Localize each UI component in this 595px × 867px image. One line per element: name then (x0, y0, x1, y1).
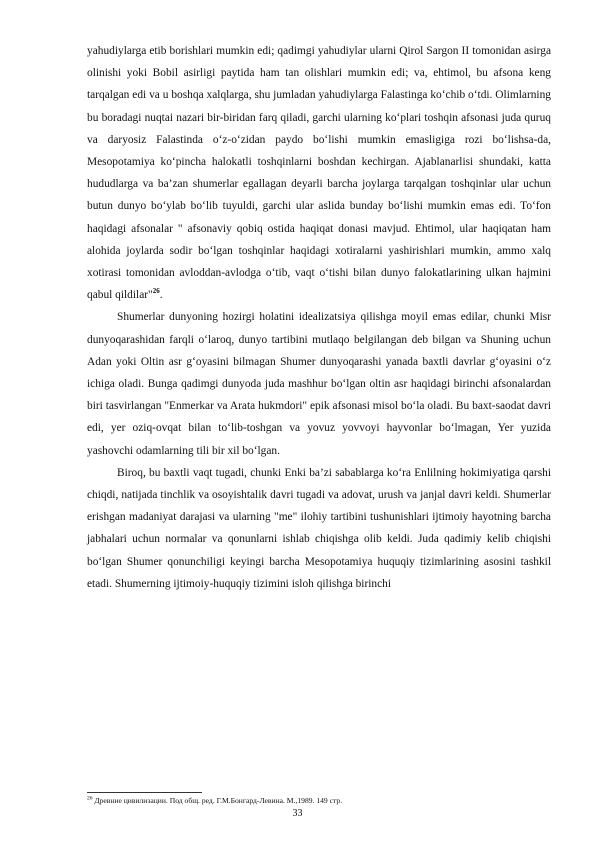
footnote (87, 796, 551, 806)
page-body (87, 40, 551, 595)
paragraph-2: Shumerlar dunyoning hozirgi holatini idealizatsiya qilishga moyil emas edilar, chunki Misr dunyoqarashidan farqli o‘laroq, dunyo tartibini mutlaqo belgilangan deb bilgan va Shuning uchun Adan yoki Oltin asr g‘oyasini bilmagan Shumer dunyoqarashi yanada baxtli davrlar g‘oyasini o‘z ichiga oladi. Bunga qadimgi dunyoda juda mashhur bo‘lgan oltin asr haqidagi birinchi afsonalardan biri tasvirlangan "Enmerkar va Arata hukmdori" epik afsonasi misol bo‘la oladi. Bu baxt-saodat davri edi, yer oziq-ovqat bilan to‘lib-toshgan va yovuz yovvoyi hayvonlar bo‘lmagan, Yer yuzida yashovchi odamlarning tili bir xil bo‘lgan. (87, 311, 551, 457)
paragraph-1 (87, 40, 551, 306)
paragraph-3: Biroq, bu baxtli vaqt tugadi, chunki Enki ba’zi sabablarga ko‘ra Enlilning hokimiyatiga qarshi chiqdi, natijada tinchlik va osoyishtalik davri tugadi va adovat, urush va janjal davri keldi. Shumerlar erishgan madaniyat darajasi va ularning "me" ilohiy tartibini tushunishlari ijtimoiy hayotning barcha jabhalari uchun normalar va qonunlarni ishlab chiqishga olib keldi. Juda qadimiy kelib chiqishi bo‘lgan Shumer qonunchiligi keyingi barcha Mesopotamiya huquqiy tizimlarining asosini tashkil etadi. Shumerning ijtimoiy-huquqiy tizimini isloh qilishga birinchi (87, 466, 551, 590)
page-number: 33 (292, 808, 303, 819)
footnote-text: Древние цивилизации. Под общ. ред. Г.М.Бонгард-Левина. М.,1989. 149 стр. (92, 796, 343, 805)
footnote-number: 26 (87, 795, 93, 802)
footnote-divider (87, 792, 202, 793)
paragraph-1-end: . (159, 289, 163, 302)
paragraph-1-text: yahudiylarga etib borishlari mumkin edi; qadimgi yahudiylar ularni Qirol Sargon II tomonidan asirga olinishi yoki Bobil asirligi paytida ham tan olishlari mumkin edi; va, ehtimol, bu afsona keng tarqalgan edi va u boshqa xalqlarga, shu jumladan yahudiylarga Falastinga ko‘chib o‘tdi. Olimlarning bu boradagi nuqtai nazari bir-biridan farq qiladi, garchi ularning ko‘plari toshqin afsonasi juda quruq va daryosiz Falastinda o‘z-o‘zidan paydo bo‘lishi mumkin emasligiga rozi bo‘lishsa-da, Mesopotamiya ko‘pincha halokatli toshqinlarni boshdan kechirgan. Ajablanarlisi shundaki, katta hududlarga va ba’zan shumerlar egallagan deyarli barcha joylarga tarqalgan toshqinlar ular uchun butun dunyo bo‘ylab bo‘lib tuyuldi, garchi ular aslida bunday bo‘lishi mumkin emas edi. To‘fon haqidagi afsonalar " afsonaviy qobiq ostida haqiqat donasi mavjud. Ehtimol, ular haqiqatan ham alohida joylarda sodir bo‘lgan toshqinlar haqidagi xotiralarni yashirishlari mumkin, ammo xalq xotirasi tomonidan avloddan-avlodga o‘tib, vaqt o‘tishi bilan dunyo falokatlarining ulkan hajmini qabul qildilar" (87, 45, 551, 302)
footnote-reference[interactable]: 26 (152, 287, 160, 296)
